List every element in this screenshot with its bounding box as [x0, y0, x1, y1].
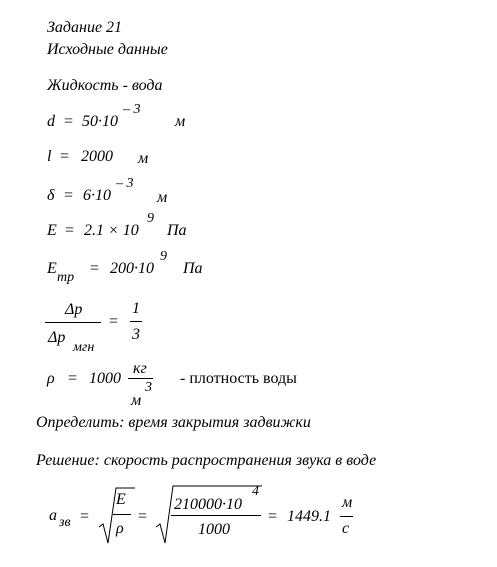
delta-unit: м [157, 189, 168, 206]
a-subscript: зв [59, 515, 71, 530]
rho-note: - плотность воды [180, 370, 297, 387]
ratio-denominator: Δp [48, 329, 66, 346]
given-heading: Исходные данные [47, 41, 168, 58]
a-frac2-numerator: 210000·10 [174, 496, 242, 513]
E-equals: = [65, 222, 75, 239]
a-frac1-numerator: E [116, 491, 126, 508]
rho-unit-exponent: 3 [145, 380, 152, 395]
delta-exponent: – 3 [116, 176, 134, 191]
Etr-mantissa: 200·10 [110, 260, 154, 277]
d-exponent: – 3 [123, 102, 141, 117]
a-symbol: a [49, 507, 57, 524]
l-value: 2000 [81, 148, 113, 165]
a-equals-2: = [138, 508, 148, 525]
a-frac2-bar [171, 515, 261, 516]
rho-unit-numerator: кг [133, 360, 147, 377]
a-equals-1: = [80, 508, 90, 525]
E-symbol: E [47, 222, 57, 239]
d-symbol: d [47, 113, 55, 130]
l-equals: = [60, 148, 70, 165]
l-symbol: l [47, 148, 52, 165]
Etr-subscript: тр [57, 270, 75, 285]
a-frac2-exponent: 4 [252, 484, 259, 499]
rho-unit-denominator: м [131, 392, 142, 409]
rho-symbol: ρ [47, 370, 55, 387]
d-equals: = [64, 113, 74, 130]
l-unit: м [138, 150, 149, 167]
E-unit: Па [167, 222, 187, 239]
solution-line: Решение: скорость распространения звука в воде [36, 452, 377, 469]
ratio-den-subscript: мгн [73, 340, 95, 355]
a-unit-denominator: с [342, 520, 350, 537]
a-frac2-denominator: 1000 [198, 521, 230, 538]
delta-equals: = [64, 187, 74, 204]
d-unit: м [175, 113, 186, 130]
Etr-symbol: E [47, 260, 57, 277]
a-frac1-denominator: ρ [116, 520, 124, 537]
Etr-exponent: 9 [160, 249, 167, 264]
ratio-numerator: Δp [65, 301, 83, 318]
ratio-right-denominator: 3 [132, 326, 140, 343]
liquid-line: Жидкость - вода [47, 77, 163, 94]
ratio-right-numerator: 1 [132, 300, 140, 317]
ratio-equals: = [109, 313, 119, 330]
delta-symbol: δ [47, 187, 55, 204]
delta-mantissa: 6·10 [83, 187, 111, 204]
Etr-equals: = [90, 260, 100, 277]
task-title: Задание 21 [47, 19, 123, 36]
E-mantissa: 2.1 × 10 [84, 222, 139, 239]
rho-value: 1000 [89, 370, 121, 387]
Etr-unit: Па [183, 260, 203, 277]
a-equals-3: = [268, 508, 278, 525]
rho-equals: = [68, 370, 78, 387]
a-result: 1449.1 [287, 508, 331, 525]
determine-line: Определить: время закрытия задвижки [36, 414, 311, 431]
d-mantissa: 50·10 [82, 113, 118, 130]
E-exponent: 9 [147, 211, 154, 226]
a-unit-numerator: м [342, 494, 353, 511]
a-unit-bar [340, 516, 353, 517]
